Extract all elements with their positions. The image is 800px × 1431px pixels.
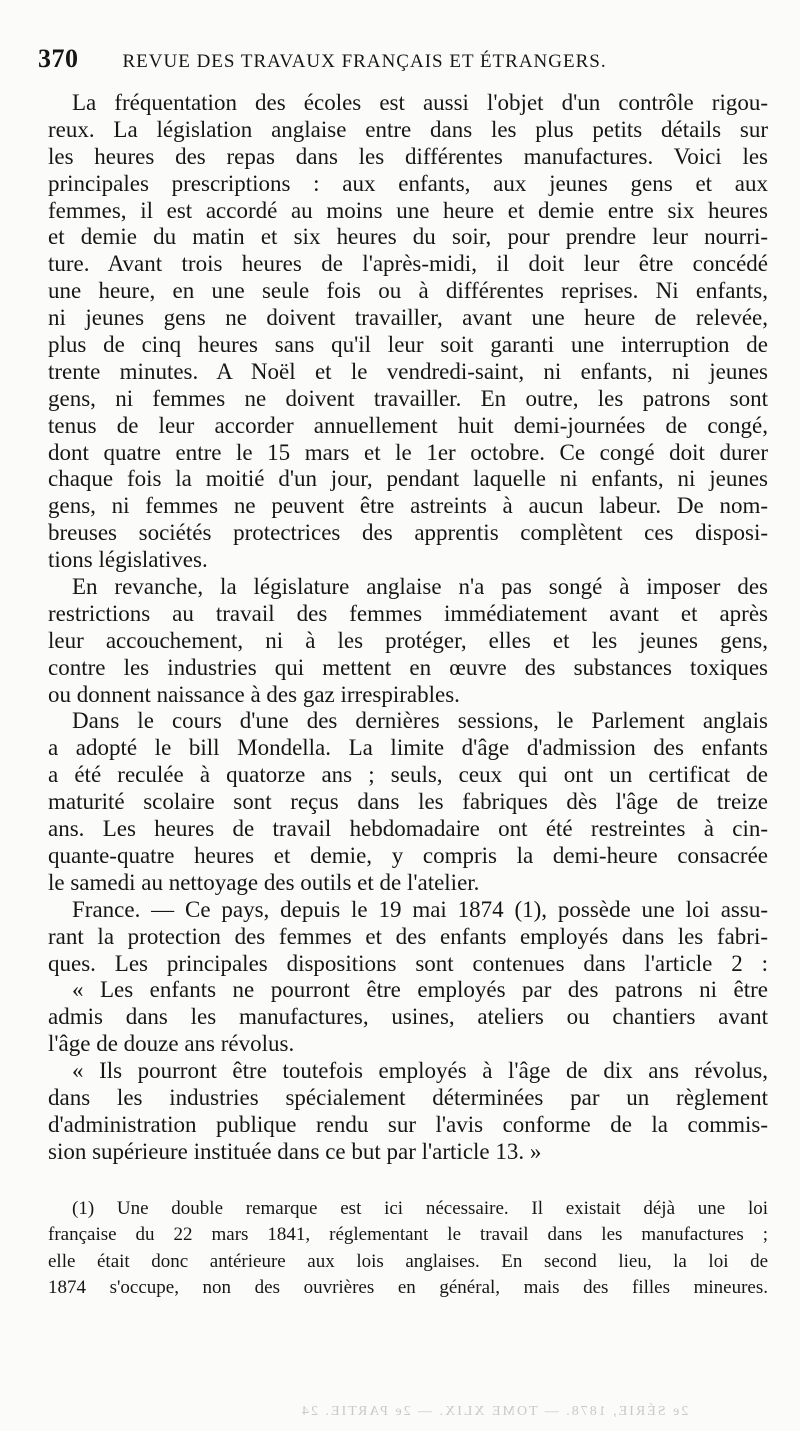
text-line: ou donnent naissance à des gaz irrespirables. <box>48 681 460 707</box>
footnote <box>48 1196 768 1302</box>
text-line: ques. Les principales dispositions sont contenues dans l'article 2 : <box>48 950 768 976</box>
text-line: d'administration publique rendu sur l'avis conforme de la commis- <box>48 1111 768 1137</box>
body-text <box>48 90 768 1302</box>
text-line: France. — Ce pays, depuis le 19 mai 1874 (1), possède une loi assu- <box>72 896 768 922</box>
text-line: gens, ni femmes ne doivent travailler. En outre, les patrons sont <box>48 385 768 411</box>
footnote-line: 1874 s'occupe, non des ouvrières en général, mais des filles mineures. <box>48 1277 768 1299</box>
footnote-line: (1) Une double remarque est ici nécessaire. Il existait déjà une loi <box>72 1197 768 1219</box>
text-line: a adopté le bill Mondella. La limite d'âge d'admission des enfants <box>48 735 768 761</box>
text-line: les heures des repas dans les différentes manufactures. Voici les <box>48 143 768 169</box>
text-line: trente minutes. A Noël et le vendredi-saint, ni enfants, ni jeunes <box>48 358 768 384</box>
text-line: l'âge de douze ans révolus. <box>48 1031 295 1057</box>
text-line: maturité scolaire sont reçus dans les fabriques dès l'âge de treize <box>48 789 768 815</box>
text-line: dans les industries spécialement déterminées par un règlement <box>48 1084 768 1110</box>
text-line: gens, ni femmes ne peuvent être astreints à aucun labeur. De nom- <box>48 493 768 519</box>
text-line: En revanche, la législature anglaise n'a pas songé à imposer des <box>72 574 768 600</box>
text-line: ni jeunes gens ne doivent travailler, avant une heure de relevée, <box>48 305 768 331</box>
text-line: chaque fois la moitié d'un jour, pendant laquelle ni enfants, ni jeunes <box>48 466 768 492</box>
running-head <box>38 44 758 74</box>
footnote-line: elle était donc antérieure aux lois anglaises. En second lieu, la loi de <box>48 1250 768 1272</box>
text-line: sion supérieure instituée dans ce but par l'article 13. » <box>48 1138 542 1164</box>
text-line: principales prescriptions : aux enfants, aux jeunes gens et aux <box>48 170 768 196</box>
text-line: et demie du matin et six heures du soir, pour prendre leur nourri- <box>48 224 768 250</box>
footnote-line: française du 22 mars 1841, réglementant le travail dans les manufactures ; <box>48 1224 768 1246</box>
text-line: contre les industries qui mettent en œuvre des substances toxiques <box>48 654 768 680</box>
text-line: quante-quatre heures et demie, y compris la demi-heure consacrée <box>48 842 768 868</box>
text-line: tions législatives. <box>48 547 208 573</box>
text-line: ans. Les heures de travail hebdomadaire ont été restreintes à cin- <box>48 816 768 842</box>
text-line: breuses sociétés protectrices des apprentis complètent ces disposi- <box>48 520 768 546</box>
text-line: reux. La législation anglaise entre dans les plus petits détails sur <box>48 116 768 142</box>
text-line: tenus de leur accorder annuellement huit demi-journées de congé, <box>48 412 768 438</box>
text-line: admis dans les manufactures, usines, ateliers ou chantiers avant <box>48 1004 768 1030</box>
text-line: dont quatre entre le 15 mars et le 1er octobre. Ce congé doit durer <box>48 439 768 465</box>
text-line: a été reculée à quatorze ans ; seuls, ceux qui ont un certificat de <box>48 762 768 788</box>
running-title: REVUE DES TRAVAUX FRANÇAIS ET ÉTRANGERS. <box>122 51 607 72</box>
text-line: ture. Avant trois heures de l'après-midi, il doit leur être concédé <box>48 251 768 277</box>
text-line: une heure, en une seule fois ou à différentes reprises. Ni enfants, <box>48 278 768 304</box>
text-line: Dans le cours d'une des dernières sessions, le Parlement anglais <box>72 708 768 734</box>
text-line: le samedi au nettoyage des outils et de l'atelier. <box>48 869 480 895</box>
text-line: restrictions au travail des femmes immédiatement avant et après <box>48 600 768 626</box>
show-through-signature: 2e SÉRIE, 1878. — TOME XLIX. — 2e PARTIE. 24 <box>300 1404 689 1419</box>
text-line: rant la protection des femmes et des enfants employés dans les fabri- <box>48 923 768 949</box>
page-number: 370 <box>38 44 79 73</box>
text-line: La fréquentation des écoles est aussi l'objet d'un contrôle rigou- <box>72 90 768 115</box>
text-line: « Les enfants ne pourront être employés par des patrons ni être <box>72 977 768 1003</box>
footnote-separator <box>48 1166 768 1196</box>
text-line: femmes, il est accordé au moins une heure et demie entre six heures <box>48 197 768 223</box>
text-line: plus de cinq heures sans qu'il leur soit garanti une interruption de <box>48 332 768 358</box>
text-line: « Ils pourront être toutefois employés à l'âge de dix ans révolus, <box>72 1058 768 1084</box>
text-line: leur accouchement, ni à les protéger, elles et les jeunes gens, <box>48 627 768 653</box>
